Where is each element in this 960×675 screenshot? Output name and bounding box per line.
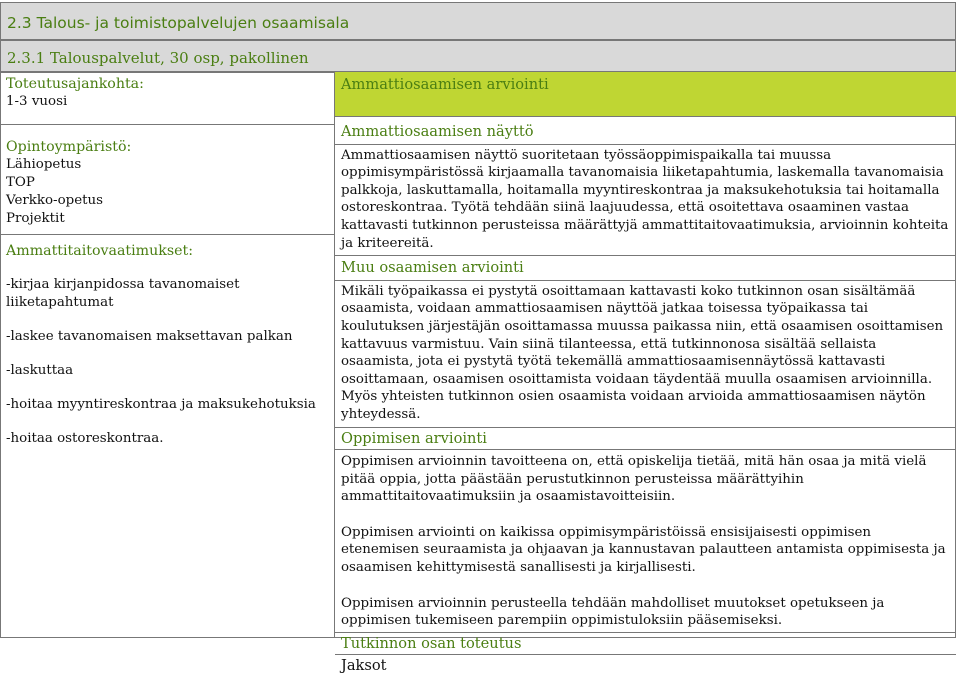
timing-value: 1-3 vuosi	[6, 94, 68, 109]
skill-item: -hoitaa myyntireskontraa ja maksukehotuksia	[6, 397, 316, 412]
learning-paragraph: Oppimisen arvioinnin perusteella tehdään mahdolliset muutokset opetukseen ja oppimisen tukemiseen parempiin oppimistuloksiin pääsemiseksi.	[341, 595, 885, 629]
other-text: Mikäli työpaikassa ei pystytä osoittamaan kattavasti koko tutkinnon osan sisältämää osaamista, voidaan ammattiosaamisen näyttöä jatkaa toisessa työpaikassa tai koulutuksen järjestäjän osoittamassa muussa paikassa niin, että osaamisen osoittamisen kattavuus varmistuu. Vain siinä tilanteessa, että tutkinnonosa sisältää sellaista osaamista, jota ei pystytä työtä tekemällä ammattiosaamisennäytössä kattavasti osoittamaan, osaamisen osoittamista voidaan täydentää muulla osaamisen arvioinnilla. Myös yhteisten tutkinnon osien osaamista voidaan arvioida ammattiosaamisen näytön yhteydessä.	[341, 283, 944, 422]
skills-label: Ammattitaitovaatimukset:	[6, 243, 194, 259]
periods-heading: Jaksot	[341, 657, 387, 675]
other-heading: Muu osaamisen arviointi	[341, 259, 524, 277]
learning-paragraph: Oppimisen arvioinnin tavoitteena on, että opiskelija tietää, mitä hän osaa ja mitä vielä pitää oppia, jotta päästään perustutkinnon perusteissa määrättyihin ammattitaitovaatimuksiin ja osaamistavoitteisiin.	[341, 454, 927, 505]
skill-item: -laskee tavanomaisen maksettavan palkan	[6, 329, 293, 344]
timing-label: Toteutusajankohta:	[6, 76, 144, 92]
skill-item: -kirjaa kirjanpidossa tavanomaiset liiketapahtumat	[6, 277, 240, 310]
environment-item: Lähiopetus	[6, 157, 82, 172]
subsection-title: 2.3.1 Talouspalvelut, 30 osp, pakollinen	[7, 49, 309, 67]
demo-heading: Ammattiosaamisen näyttö	[341, 123, 534, 140]
environment-label: Opintoympäristö:	[6, 139, 132, 155]
environment-item: Projektit	[6, 211, 65, 226]
left-column	[6, 72, 328, 111]
environment-item: TOP	[6, 175, 35, 190]
demo-text: Ammattiosaamisen näyttö suoritetaan työssäoppimispaikalla tai muussa oppimisympäristössä kirjaamalla tavanomaisia liiketapahtumia, laskemalla tavanomaisia palkkoja, laskuttamalla, hoitamalla myyntireskontraa ja maksukehotuksia tai hoitamalla ostoreskontraa. Työtä tehdään siinä laajuudessa, että osoitettava osaaminen vastaa kattavasti tutkinnon perusteissa määrättyjä ammattitaitovaatimuksia, arvioinnin kohteita ja kriteereitä.	[341, 147, 949, 251]
learning-heading: Oppimisen arviointi	[341, 429, 487, 447]
left-cell-divider	[0, 234, 334, 235]
learning-paragraph: Oppimisen arviointi on kaikissa oppimisympäristöissä ensisijaisesti oppimisen etenemisen seuraamista ja ohjaavan ja kannustavan palautteen antamista oppimisesta ja osaamisen kehittymisestä sanallisesti ja kirjallisesti.	[341, 524, 946, 576]
left-cell-divider	[0, 124, 334, 125]
skill-item: -laskuttaa	[6, 363, 74, 378]
assessment-title	[335, 72, 956, 116]
assessment-title-text: Ammattiosaamisen arviointi	[341, 76, 549, 93]
implementation-heading: Tutkinnon osan toteutus	[341, 634, 522, 652]
section-title-bar	[0, 2, 956, 40]
skill-item: -hoitaa ostoreskontraa.	[6, 431, 164, 446]
right-column	[335, 72, 956, 675]
subsection-title-bar	[0, 40, 956, 72]
skills-cell	[6, 242, 328, 448]
section-title: 2.3 Talous- ja toimistopalvelujen osaamisala	[7, 14, 350, 32]
environment-item: Verkko-opetus	[6, 193, 104, 208]
environment-cell	[6, 138, 328, 228]
